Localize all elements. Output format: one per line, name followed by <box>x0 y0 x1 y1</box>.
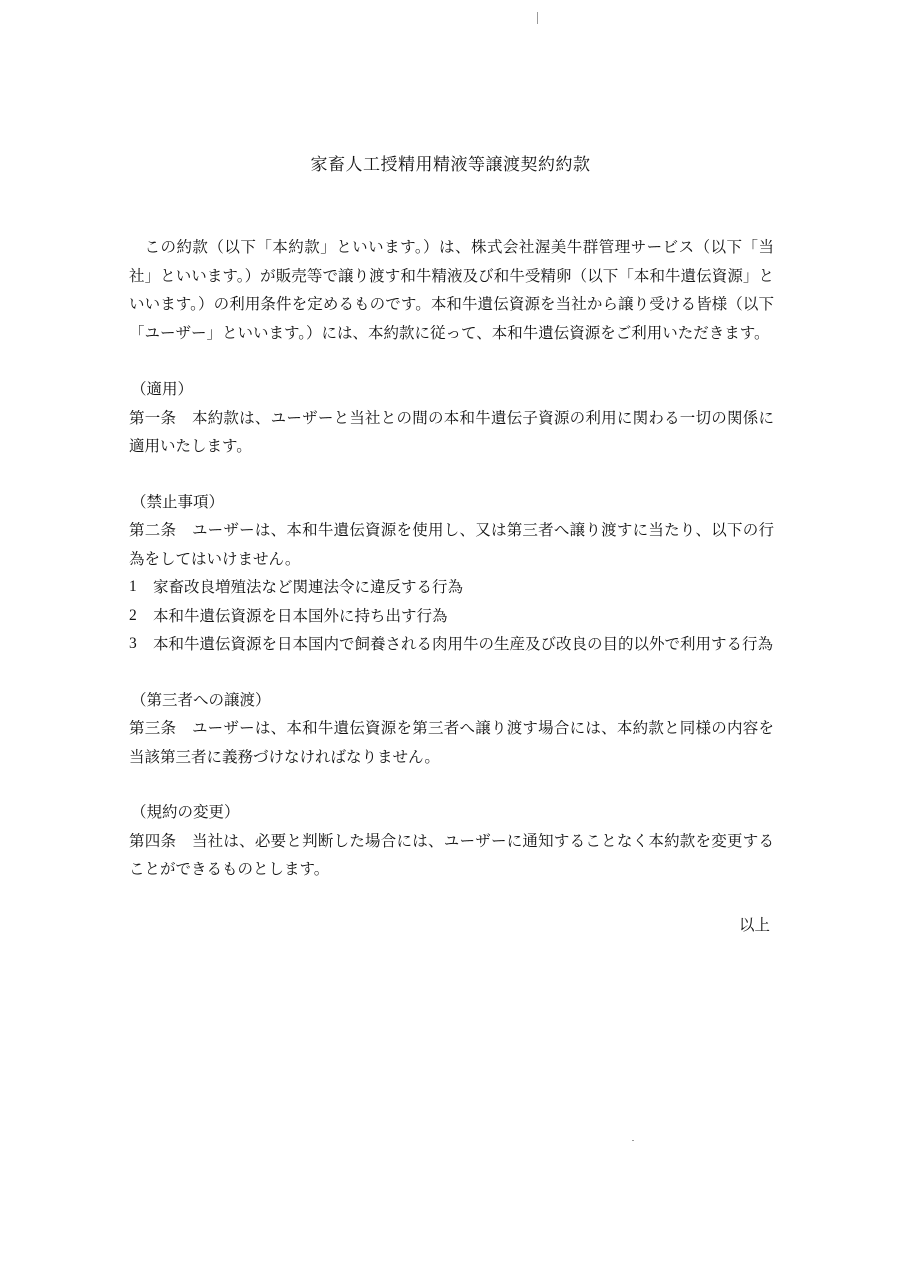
list-item <box>129 573 774 602</box>
article-1-heading: （適用） <box>131 380 194 398</box>
list-item-text: 本和牛遺伝資源を日本国外に持ち出す行為 <box>153 606 448 625</box>
list-item-text: 本和牛遺伝資源を日本国内で飼養される肉用牛の生産及び改良の目的以外で利用する行為 <box>153 635 774 653</box>
article-3 <box>129 686 774 772</box>
list-item <box>129 602 774 631</box>
document-title: 家畜人工授精用精液等譲渡契約約款 <box>310 155 591 175</box>
list-item-number: 2 <box>129 606 137 624</box>
list-item-number: 3 <box>129 635 137 652</box>
article-4-text: 第四条 当社は、必要と判断した場合には、ユーザーに通知することなく本約款を変更することができるものとします。 <box>129 831 774 878</box>
article-2-text: 第二条 ユーザーは、本和牛遺伝資源を使用し、又は第三者へ譲り渡すに当たり、以下の行為をしてはいけません。 <box>129 521 774 568</box>
article-3-heading: （第三者への譲渡） <box>131 690 271 709</box>
article-1 <box>129 375 774 461</box>
list-item-text: 家畜改良増殖法など関連法令に違反する行為 <box>153 578 464 596</box>
list-item <box>129 630 774 659</box>
scan-speck-top <box>537 12 538 24</box>
article-2-heading: （禁止事項） <box>131 492 225 511</box>
article-3-text: 第三条 ユーザーは、本和牛遺伝資源を第三者へ譲り渡す場合には、本約款と同様の内容を当該第三者に義務づけなければなりません。 <box>129 719 774 766</box>
article-2 <box>129 488 774 659</box>
article-1-text: 第一条 本約款は、ユーザーと当社との間の本和牛遺伝子資源の利用に関わる一切の関係に適用いたします。 <box>129 408 774 455</box>
scan-speck-bottom <box>632 1140 634 1141</box>
list-item-number: 1 <box>129 578 137 595</box>
intro-paragraph: この約款（以下「本約款」といいます。）は、株式会社渥美牛群管理サービス（以下「当社」といいます。）が販売等で譲り渡す和牛精液及び和牛受精卵（以下「本和牛遺伝資源」といいます。）の利用条件を定めるものです。本和牛遺伝資源を当社から譲り受ける皆様（以下「ユーザー」といいます。）には、本約款に従って、本和牛遺伝資源をご利用いただきます。 <box>129 238 774 342</box>
article-4 <box>129 798 774 884</box>
prohibited-acts-list <box>129 573 774 659</box>
closing-text: 以上 <box>738 915 770 934</box>
document-body <box>129 233 774 939</box>
article-4-heading: （規約の変更） <box>131 803 240 821</box>
